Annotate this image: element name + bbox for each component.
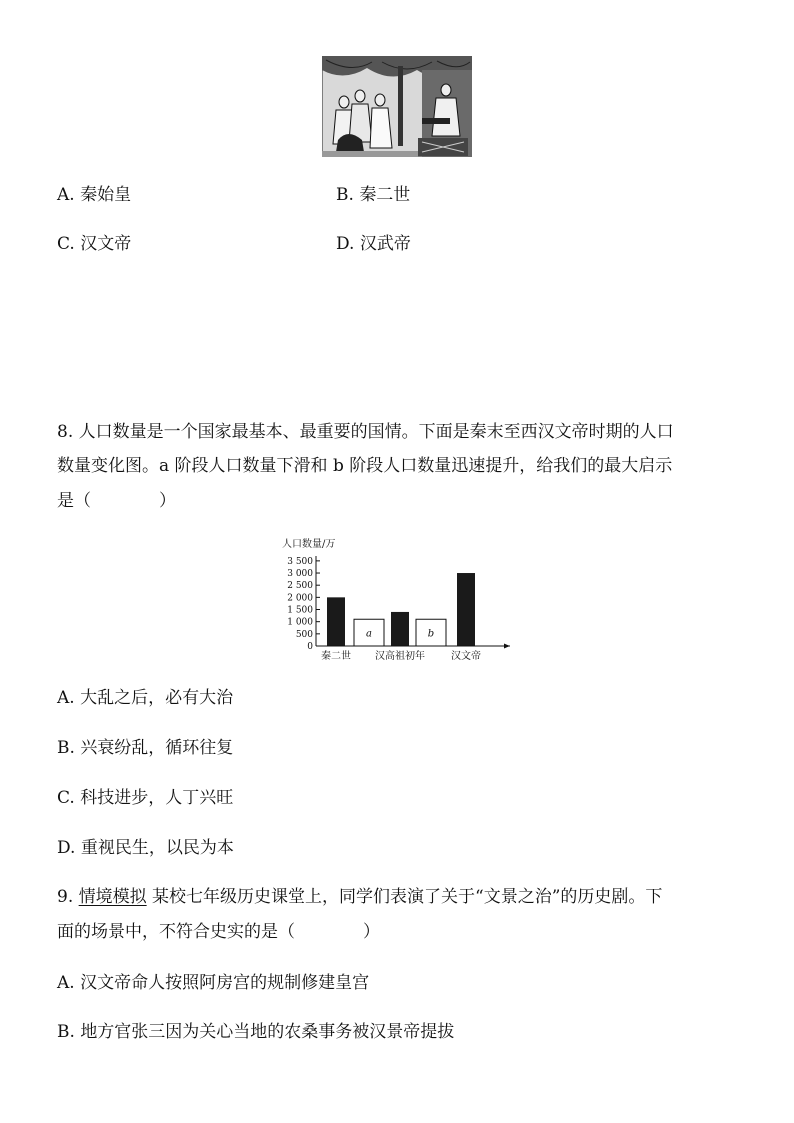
q7-option-a[interactable] xyxy=(57,185,131,205)
question-type-tag: 情境模拟 xyxy=(78,887,147,907)
option-text: 秦始皇 xyxy=(80,185,132,205)
q9-option-b[interactable] xyxy=(57,1022,454,1042)
x-axis-arrow xyxy=(504,644,510,649)
q8-option-a[interactable] xyxy=(57,688,233,708)
x-tick-label: 汉文帝 xyxy=(451,651,481,662)
q8-option-c[interactable] xyxy=(57,788,233,808)
option-text: 汉文帝 xyxy=(80,234,132,254)
y-tick-label: 1 500 xyxy=(287,605,313,616)
q8-stem-line-3: 是（ ） xyxy=(57,491,176,511)
q7-option-c[interactable] xyxy=(57,234,131,254)
y-tick-label: 3 500 xyxy=(287,556,313,567)
q8-option-b[interactable] xyxy=(57,738,233,758)
q8-option-d[interactable] xyxy=(57,838,234,858)
q7-option-d[interactable] xyxy=(336,234,411,254)
y-tick-label: 3 000 xyxy=(287,569,313,580)
q9-option-a[interactable] xyxy=(57,973,369,993)
option-letter: B. xyxy=(57,738,75,758)
bar-汉高祖初年 xyxy=(391,612,409,646)
q9-stem-line-1 xyxy=(57,887,662,907)
y-axis-label: 人口数量/万 xyxy=(282,539,336,550)
x-tick-label: 汉高祖初年 xyxy=(375,651,425,662)
option-letter: B. xyxy=(336,185,354,205)
stem-text: 某校七年级历史课堂上，同学们表演了关于“文景之治”的历史剧。下 xyxy=(152,887,663,907)
question-number: 9. xyxy=(57,887,74,907)
historical-scene-illustration xyxy=(322,56,472,157)
bar-汉文帝 xyxy=(457,573,475,646)
x-tick-label: 秦二世 xyxy=(321,651,351,662)
option-letter: B. xyxy=(57,1022,75,1042)
y-tick-label: 1 000 xyxy=(287,617,313,628)
option-text: 兴衰纷乱，循环往复 xyxy=(80,738,234,758)
option-text: 汉武帝 xyxy=(359,234,411,254)
y-tick-label: 500 xyxy=(295,629,313,640)
population-bar-chart xyxy=(276,532,516,664)
option-text: 重视民生，以民为本 xyxy=(80,838,234,858)
option-letter: C. xyxy=(57,234,75,254)
option-text: 科技进步，人丁兴旺 xyxy=(80,788,234,808)
option-text: 汉文帝命人按照阿房宫的规制修建皇宫 xyxy=(80,973,370,993)
option-letter: A. xyxy=(57,973,75,993)
q7-option-b[interactable] xyxy=(336,185,410,205)
option-letter: D. xyxy=(336,234,355,254)
option-text: 秦二世 xyxy=(359,185,411,205)
option-letter: A. xyxy=(57,688,75,708)
q8-stem-line-1 xyxy=(57,422,674,442)
stage-box-label: b xyxy=(427,628,435,640)
q8-stem-line-2: 数量变化图。a 阶段人口数量下滑和 b 阶段人口数量迅速提升，给我们的最大启示 xyxy=(57,456,673,476)
stage-box-label: a xyxy=(366,628,372,640)
option-text: 大乱之后，必有大治 xyxy=(80,688,234,708)
question-number: 8. xyxy=(57,422,74,442)
option-letter: A. xyxy=(57,185,75,205)
y-tick-label: 2 000 xyxy=(287,593,313,604)
option-text: 地方官张三因为关心当地的农桑事务被汉景帝提拔 xyxy=(80,1022,455,1042)
stem-text: 人口数量是一个国家最基本、最重要的国情。下面是秦末至西汉文帝时期的人口 xyxy=(78,422,674,442)
option-letter: C. xyxy=(57,788,75,808)
q9-stem-line-2: 面的场景中，不符合史实的是（ ） xyxy=(57,922,380,942)
y-tick-label: 2 500 xyxy=(287,581,313,592)
option-letter: D. xyxy=(57,838,76,858)
y-tick-label: 0 xyxy=(307,642,313,652)
bar-秦二世 xyxy=(327,597,345,646)
